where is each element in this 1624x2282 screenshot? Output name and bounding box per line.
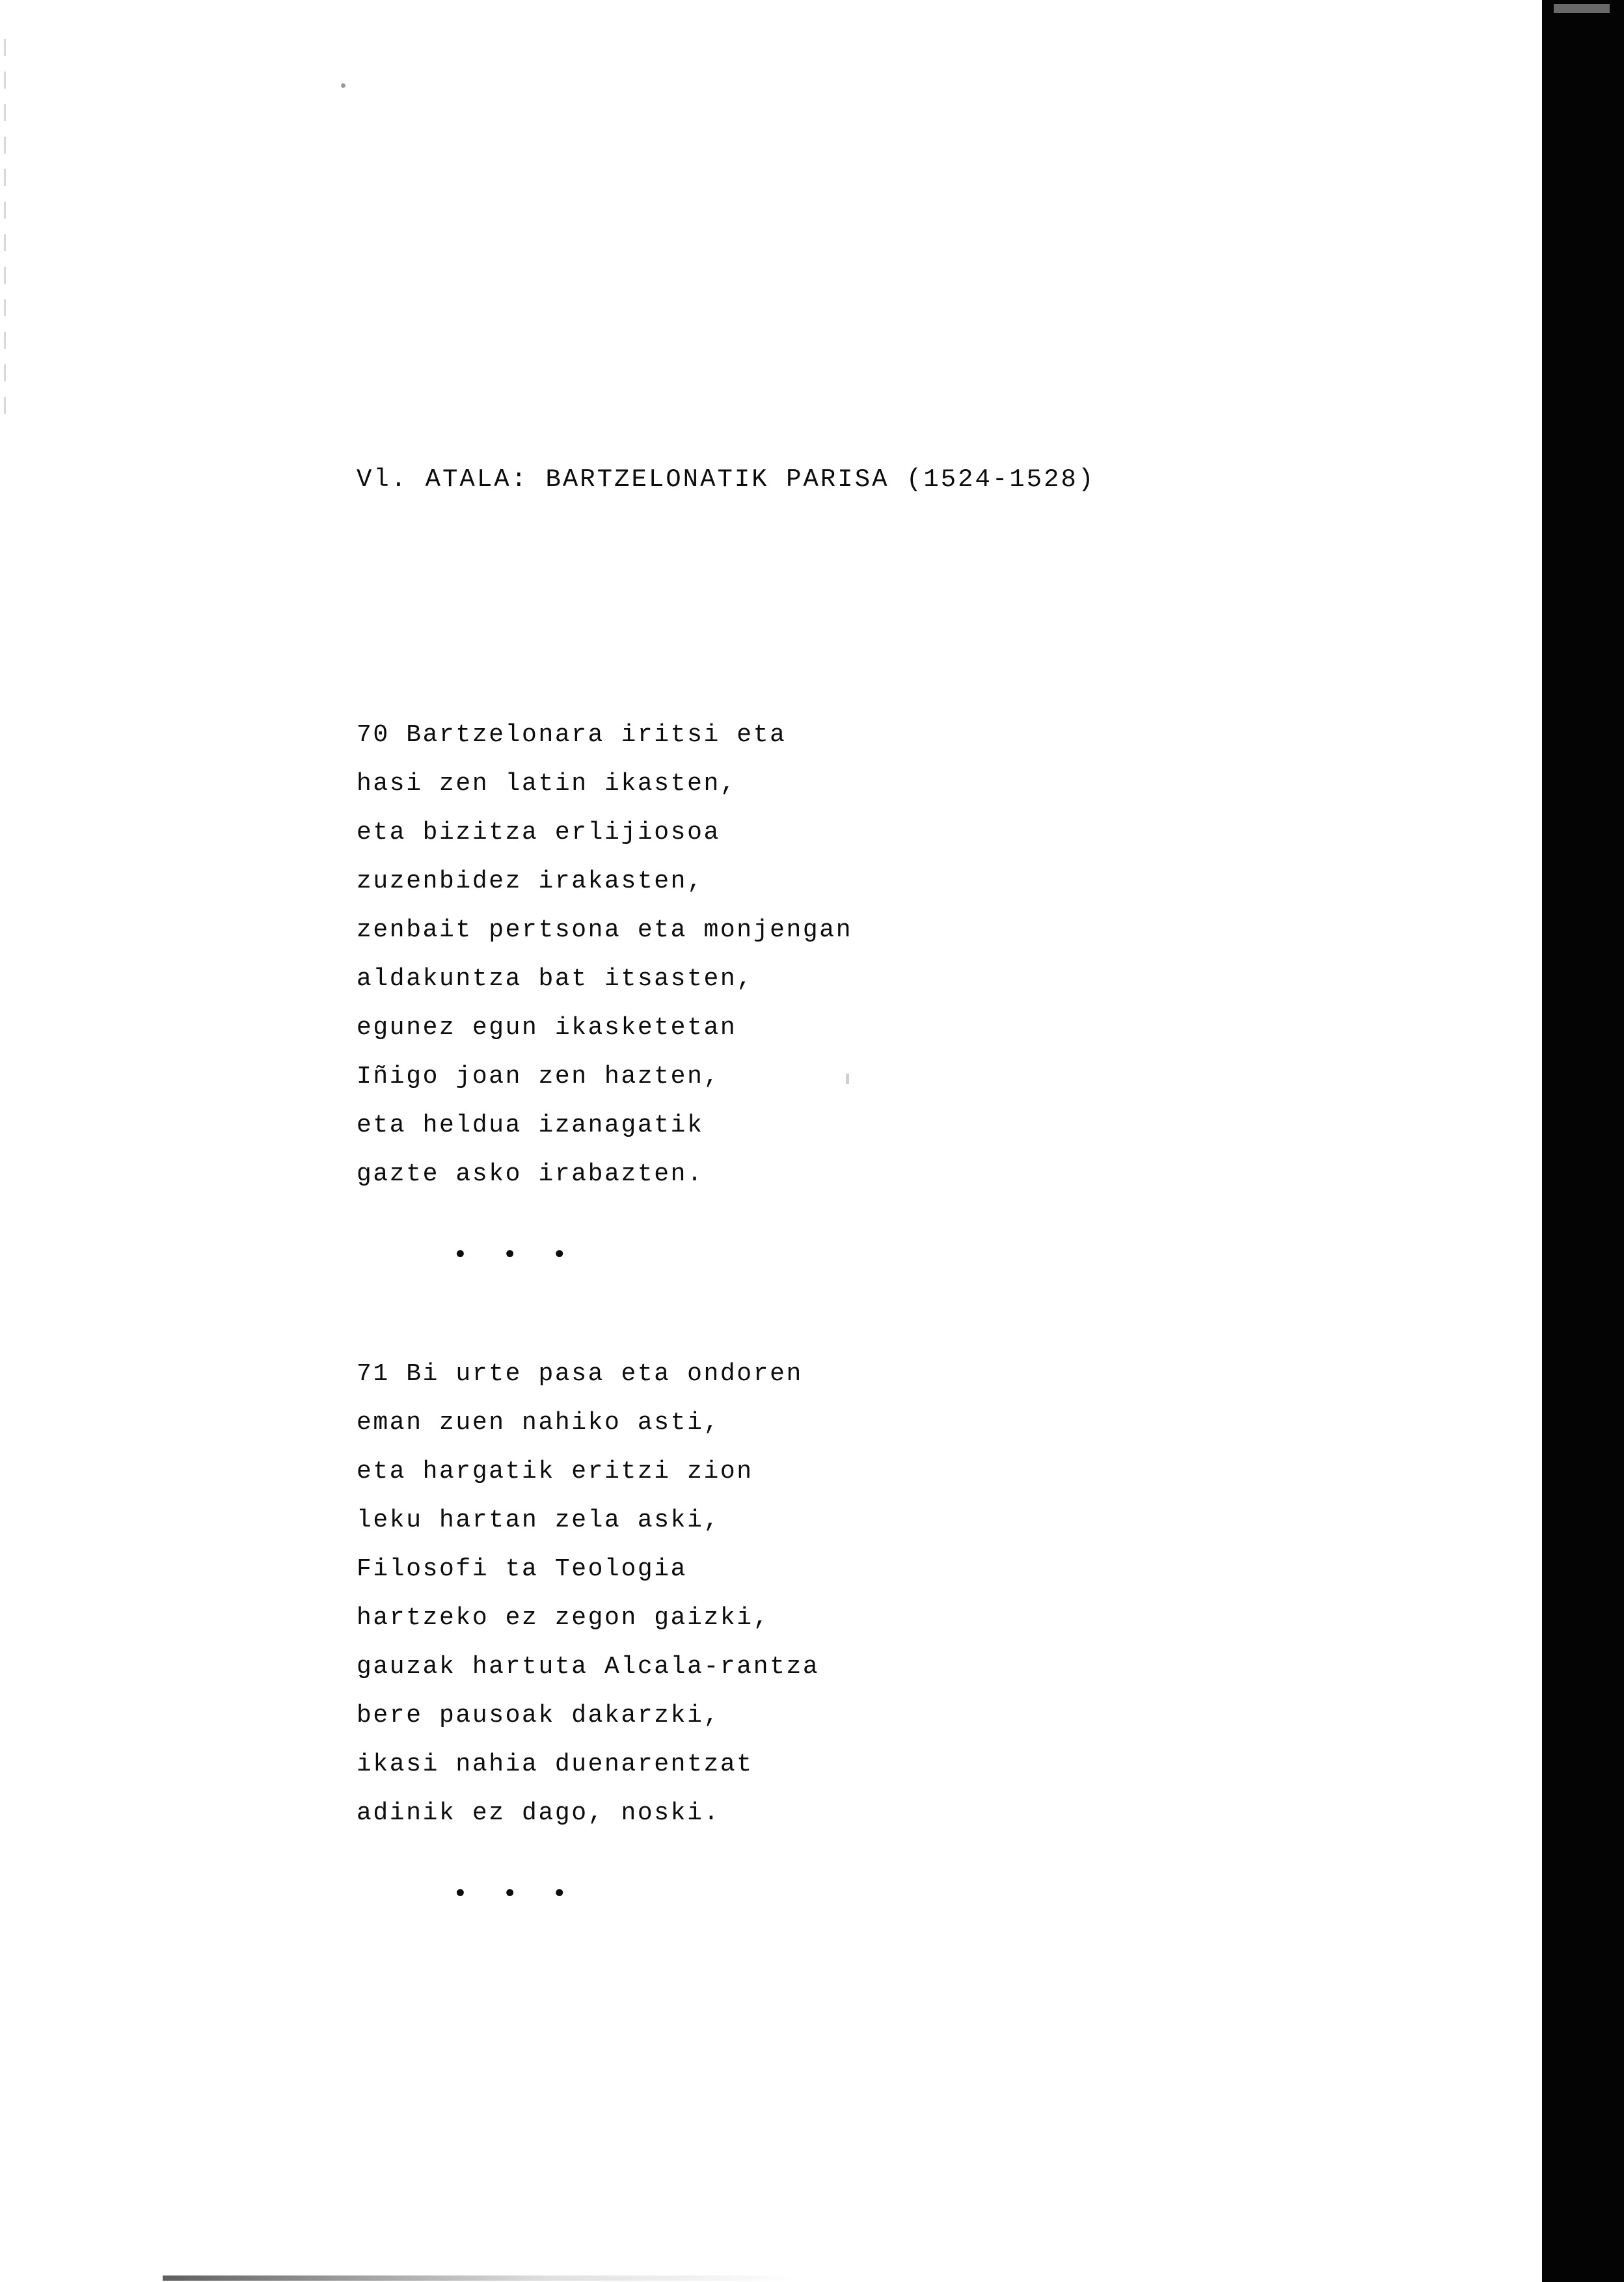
verse-line: Filosofi ta Teologia <box>357 1555 688 1583</box>
verse-line: aldakuntza bat itsasten, <box>357 965 753 993</box>
stanza-separator: • • • <box>453 1242 569 1270</box>
verse-line: 70 Bartzelonara iritsi eta <box>357 721 787 749</box>
scan-speck <box>341 83 345 88</box>
verse-line: leku hartan zela aski, <box>357 1506 720 1534</box>
gutter-smudge <box>1554 4 1610 13</box>
verse-line: eta bizitza erlijiosoa <box>357 819 720 847</box>
verse-line: hasi zen latin ikasten, <box>357 770 737 798</box>
verse-line: eman zuen nahiko asti, <box>357 1409 720 1437</box>
stanza-separator: • • • <box>453 1881 569 1908</box>
verse-line: egunez egun ikasketetan <box>357 1014 737 1042</box>
verse-line: zenbait pertsona eta monjengan <box>357 916 853 944</box>
verse-line: Iñigo joan zen hazten, <box>357 1063 720 1091</box>
verse-line: gauzak hartuta Alcala-rantza <box>357 1653 820 1681</box>
scan-bottom-shadow <box>163 2275 800 2281</box>
verse-line: bere pausoak dakarzki, <box>357 1702 720 1730</box>
chapter-heading: Vl. ATALA: BARTZELONATIK PARISA (1524-1528) <box>357 465 1096 494</box>
stanza-70 <box>357 711 1333 1199</box>
verse-line: eta hargatik eritzi zion <box>357 1458 753 1486</box>
verse-line: zuzenbidez irakasten, <box>357 867 704 895</box>
verse-line: eta heldua izanagatik <box>357 1111 704 1139</box>
verse-line: ikasi nahia duenarentzat <box>357 1750 753 1778</box>
verse-line: gazte asko irabazten. <box>357 1160 704 1188</box>
verse-line: hartzeko ez zegon gaizki, <box>357 1604 770 1632</box>
scan-edge-artifacts <box>4 39 10 455</box>
stanza-71 <box>357 1350 1333 1838</box>
book-gutter-shadow <box>1542 0 1624 2282</box>
verse-line: adinik ez dago, noski. <box>357 1799 720 1827</box>
verse-line: 71 Bi urte pasa eta ondoren <box>357 1360 803 1388</box>
